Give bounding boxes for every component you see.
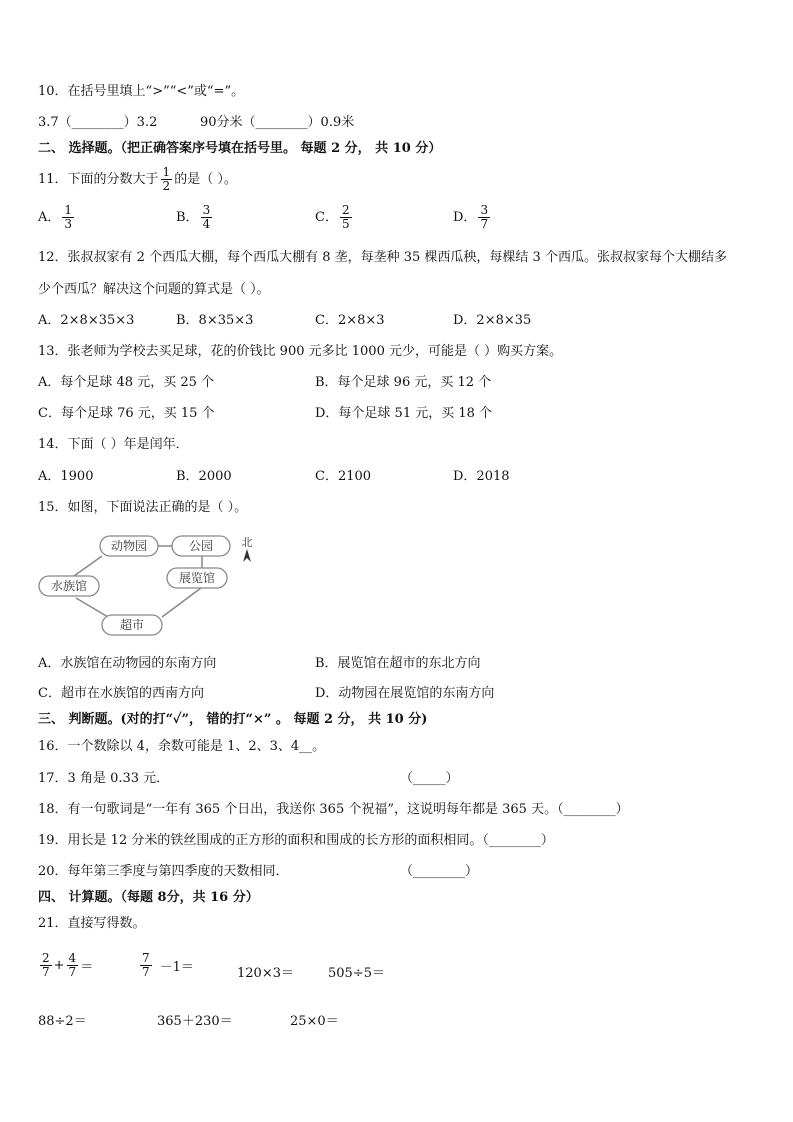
fraction [140,952,152,979]
frac-num: 1 [64,203,73,217]
frac-den: 3 [64,217,73,231]
q11-fraction [161,166,173,193]
north-label: 北 [241,536,253,549]
frac-num: 2 [42,951,50,965]
q21-expr-4: 505÷5＝ [328,966,385,981]
expr-rest: －1＝ [159,960,194,975]
frac-den: 7 [42,965,50,979]
q21-expr-5: 88÷2＝ [38,1014,87,1029]
park-label: 公园 [188,539,214,553]
q19-text: 19．用长是 12 分米的铁丝围成的正方形的面积和围成的长方形的面积相同。（________） [38,833,554,848]
frac-den: 5 [341,217,350,231]
fraction [67,952,79,979]
road-zoo-aquarium [74,556,102,576]
q12-line2: 少个西瓜？解决这个问题的算式是（ ）。 [38,282,270,297]
q21-expr-6: 365＋230＝ [157,1014,233,1029]
frac-den: 7 [68,965,77,979]
option-label: B． [176,209,199,225]
supermarket-label: 超市 [119,618,145,632]
q21-expr-1 [38,952,93,979]
q15-text: 15．如图，下面说法正确的是（ ）。 [38,500,248,515]
q21-text: 21．直接写得数。 [38,916,146,931]
q13-option-c: C．每个足球 76 元，买 15 个 [38,406,215,421]
q20-text: 20．每年第三季度与第四季度的天数相同． [38,864,289,879]
q11-option-d [453,204,492,231]
q12-option-c: C．2×8×3 [315,313,385,328]
section-3-title: 三、 判断题。(对的打“✓”， 错的打“×” 。 每题 2 分， 共 10 分) [38,712,428,727]
q16-text: 16．一个数除以 4，余数可能是 1、2、3、4__。 [38,739,326,754]
aquarium-label: 水族馆 [50,579,88,593]
q17-text: 17．3 角是 0.33 元． [38,771,170,786]
q15-option-b: B．展览馆在超市的东北方向 [315,656,481,671]
q21-expr-2 [138,952,194,979]
q14-option-c: C．2100 [315,469,372,484]
frac-den: 4 [202,217,211,231]
road-supermarket-exhibition [162,588,201,617]
frac-num: 7 [142,951,150,965]
option-fraction [340,204,352,231]
q21-expr-7: 25×0＝ [290,1014,339,1029]
frac-den: 7 [480,217,489,231]
q11-frac-den: 2 [162,179,171,193]
q14-option-b: B．2000 [176,469,232,484]
q14-text: 14．下面（ ）年是闰年． [38,437,189,452]
equals: ＝ [80,960,94,975]
q11-option-c [315,204,354,231]
q14-option-d: D．2018 [453,469,510,484]
q17-blank: （_____） [400,771,459,786]
fraction [40,952,52,979]
option-label: C． [315,209,338,225]
section-4-title: 四、 计算题。（每题 8分，共 16 分） [38,890,259,905]
exhibition-label: 展览馆 [178,571,216,585]
option-fraction [201,204,213,231]
q10-text: 10．在括号里填上“>”“<”或“=”。 [38,84,245,99]
location-map [36,532,266,642]
q13-option-b: B．每个足球 96 元，买 12 个 [315,375,492,390]
q15-option-d: D．动物园在展览馆的东南方向 [315,686,495,701]
frac-num: 4 [68,951,77,965]
q11-option-b [176,204,214,231]
q14-option-a: A．1900 [38,469,94,484]
q15-option-c: C．超市在水族馆的西南方向 [38,686,204,701]
q18-text: 18．有一句歌词是“一年有 365 个日出，我送你 365 个祝福”，这说明每年都是 365 天。（________） [38,802,629,817]
q11-option-a [38,204,76,231]
q10-item2: 90分米（________）0.9米 [200,115,355,130]
frac-num: 3 [202,203,211,217]
q13-text: 13．张老师为学校去买足球，花的价钱比 900 元多比 1000 元少，可能是（ ）购买方案。 [38,344,563,359]
q11-frac-num: 1 [162,165,171,179]
q15-option-a: A．水族馆在动物园的东南方向 [38,656,217,671]
option-label: D． [453,209,477,225]
operator: + [53,958,65,973]
q11-suffix: 的是（ ）。 [174,171,237,187]
frac-num: 3 [480,203,489,217]
road-aquarium-supermarket [76,598,108,617]
q13-option-a: A．每个足球 48 元，买 25 个 [38,375,215,390]
q20-blank: （________） [400,864,479,879]
option-label: A． [38,209,61,225]
north-arrow-icon [243,549,251,562]
frac-num: 2 [341,203,350,217]
q12-option-b: B．8×35×3 [176,313,254,328]
q12-option-a: A．2×8×35×3 [38,313,135,328]
q11-prefix: 11．下面的分数大于 [38,171,159,187]
option-fraction [62,204,74,231]
section-2-title: 二、 选择题。（把正确答案序号填在括号里。 每题 2 分， 共 10 分） [38,141,442,156]
q13-option-d: D．每个足球 51 元，买 18 个 [315,406,493,421]
q11-stem [38,166,237,193]
q12-line1: 12．张叔叔家有 2 个西瓜大棚，每个西瓜大棚有 8 垄，每垄种 35 棵西瓜秧，每棵结 3 个西瓜。张叔叔家每个大棚结多 [38,250,727,265]
frac-den: 7 [142,965,150,979]
zoo-label: 动物园 [110,539,148,553]
q21-expr-3: 120×3＝ [237,966,294,981]
option-fraction [478,204,490,231]
q12-option-d: D．2×8×35 [453,313,532,328]
q10-item1: 3.7（________）3.2 [38,115,158,130]
